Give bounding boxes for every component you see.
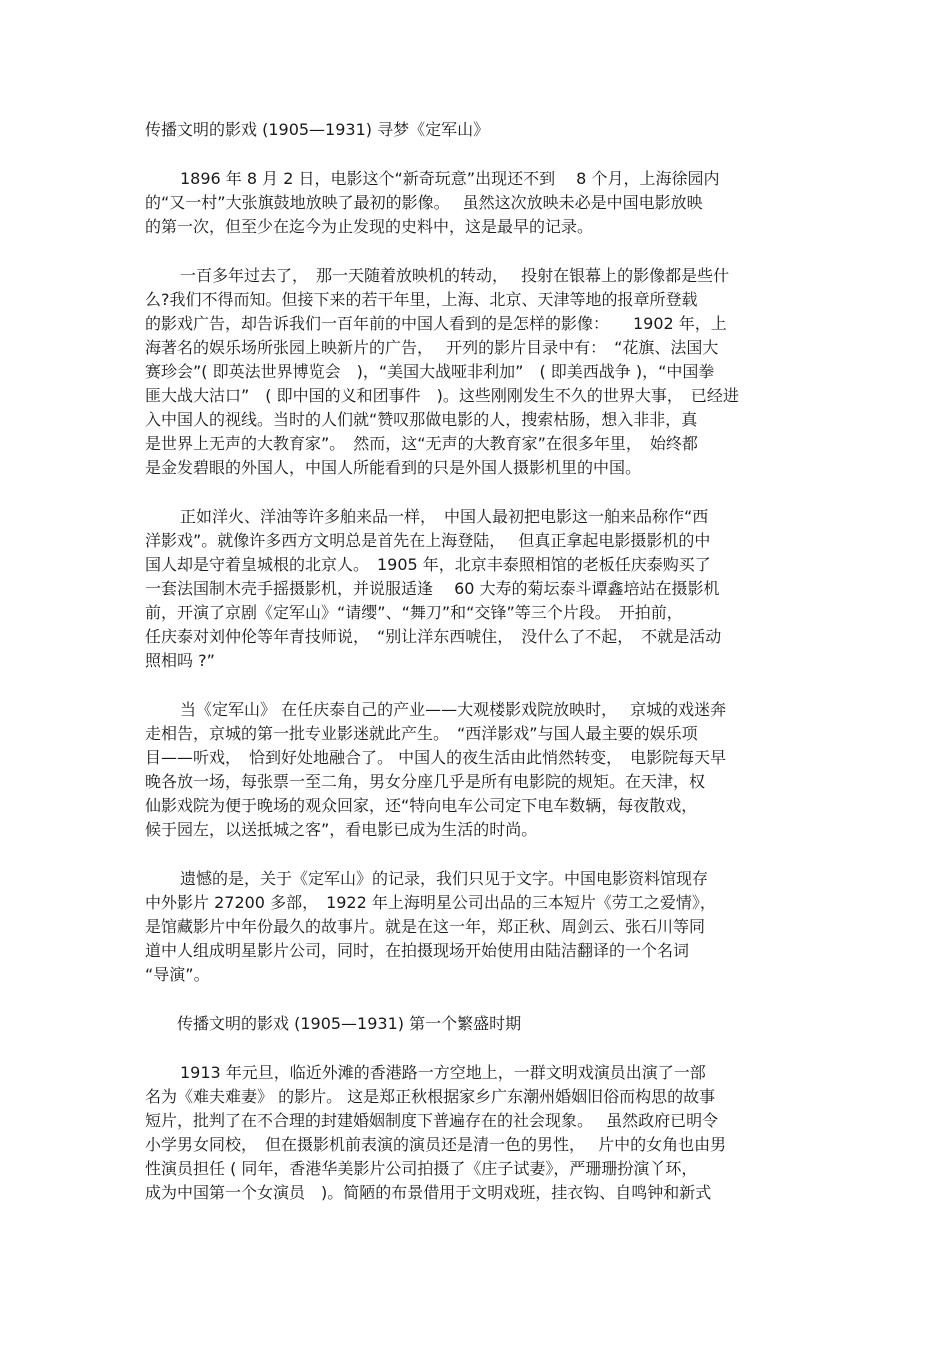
text-line: 前，开演了京剧《定军山》“请缨”、“舞刀”和“交锋”等三个片段。 开拍前，	[145, 603, 683, 622]
text-line: 是馆藏影片中年份最久的故事片。就是在这一年，郑正秋、周剑云、张石川等同	[145, 917, 706, 936]
text-line: 国人却是守着皇城根的北京人。 1905 年，北京丰泰照相馆的老板任庆泰购买了	[145, 555, 711, 574]
text-line: 走相告，京城的第一批专业影迷就此产生。 “西洋影戏”与国人最主要的娱乐项	[145, 724, 698, 743]
text-line: 么?我们不得而知。但接下来的若干年里，上海、北京、天津等地的报章所登载	[145, 290, 698, 309]
paragraph-1	[145, 167, 810, 239]
section-heading-1: 传播文明的影戏 (1905—1931) 寻梦《定军山》	[145, 120, 490, 139]
text-line: 1913 年元旦，临近外滩的香港路一方空地上，一群文明戏演员出演了一部	[180, 1063, 706, 1082]
text-line: 仙影戏院为便于晚场的观众回家，还“特向电车公司定下电车数辆，每夜散戏，	[145, 796, 698, 815]
text-line: 任庆泰对刘仲伦等年青技师说， “别让洋东西唬住， 没什么了不起， 不就是活动	[145, 627, 722, 646]
paragraph-3	[145, 505, 810, 673]
document-body	[145, 118, 810, 1230]
text-line: 匪大战大沽口” ( 即中国的义和团事件 )。这些刚刚发生不久的世界大事， 已经进	[145, 386, 739, 405]
text-line: 洋影戏”。就像许多西方文明总是首先在上海登陆， 但真正拿起电影摄影机的中	[145, 531, 711, 550]
text-line: “导演”。	[145, 965, 210, 984]
text-line: 正如洋火、洋油等许多舶来品一样， 中国人最初把电影这一舶来品称作“西	[180, 507, 709, 526]
text-line: 中外影片 27200 多部， 1922 年上海明星公司出品的三本短片《劳工之爱情》，	[145, 893, 716, 912]
text-line: 名为《难夫难妻》 的影片。 这是郑正秋根据家乡广东潮州婚姻旧俗而构思的故事	[145, 1087, 716, 1106]
paragraph-6	[145, 1061, 810, 1205]
paragraph-4	[145, 698, 810, 842]
text-line: 一套法国制木壳手摇摄影机，并说服适逢 60 大寿的菊坛泰斗谭鑫培站在摄影机	[145, 579, 720, 598]
text-line: 海著名的娱乐场所张园上映新片的广告， 开列的影片目录中有： “花旗、法国大	[145, 338, 719, 357]
text-line: 道中人组成明星影片公司，同时，在拍摄现场开始使用由陆洁翻译的一个名词	[145, 941, 690, 960]
text-line: 照相吗 ?”	[145, 651, 215, 670]
text-line: 的影戏广告，却告诉我们一百年前的中国人看到的是怎样的影像： 1902 年，上	[145, 314, 727, 333]
section-heading-2: 传播文明的影戏 (1905—1931) 第一个繁盛时期	[177, 1014, 522, 1033]
text-line: 是世界上无声的大教育家”。 然而，这“无声的大教育家”在很多年里， 始终都	[145, 434, 698, 453]
text-line: 目——听戏， 恰到好处地融合了。 中国人的夜生活由此悄然转变， 电影院每天早	[145, 748, 727, 767]
text-line: 候于园左，以送抵城之客”，看电影已成为生活的时尚。	[145, 820, 538, 839]
text-line: 遗憾的是，关于《定军山》的记录，我们只见于文字。中国电影资料馆现存	[180, 869, 709, 888]
text-line: 的“又一村”大张旗鼓地放映了最初的影像。 虽然这次放映未必是中国电影放映	[145, 193, 703, 212]
paragraph-5	[145, 867, 810, 987]
text-line: 成为中国第一个女演员 )。简陋的布景借用于文明戏班，挂衣钩、自鸣钟和新式	[145, 1183, 712, 1202]
text-line: 赛珍会”( 即英法世界博览会 )，“美国大战哑非利加” ( 即美西战争 )，“中国拳	[145, 362, 715, 381]
paragraph-2	[145, 264, 810, 480]
text-line: 性演员担任 ( 同年，香港华美影片公司拍摄了《庄子试妻》，严珊珊扮演丫环，	[145, 1159, 698, 1178]
text-line: 小学男女同校， 但在摄影机前表演的演员还是清一色的男性， 片中的女角也由男	[145, 1135, 727, 1154]
text-line: 一百多年过去了， 那一天随着放映机的转动， 投射在银幕上的影像都是些什	[180, 266, 730, 285]
text-line: 短片，批判了在不合理的封建婚姻制度下普遍存在的社会现象。 虽然政府已明令	[145, 1111, 719, 1130]
text-line: 的第一次，但至少在迄今为止发现的史料中，这是最早的记录。	[145, 217, 594, 236]
text-line: 当《定军山》 在任庆泰自己的产业——大观楼影戏院放映时， 京城的戏迷奔	[180, 700, 727, 719]
text-line: 1896 年 8 月 2 日，电影这个“新奇玩意”出现还不到 8 个月，上海徐园内	[180, 169, 720, 188]
text-line: 入中国人的视线。当时的人们就“赞叹那做电影的人，搜索枯肠，想入非非，真	[145, 410, 698, 429]
text-line: 是金发碧眼的外国人，中国人所能看到的只是外国人摄影机里的中国。	[145, 458, 642, 477]
text-line: 晚各放一场，每张票一至二角，男女分座几乎是所有电影院的规矩。在天津，权	[145, 772, 706, 791]
